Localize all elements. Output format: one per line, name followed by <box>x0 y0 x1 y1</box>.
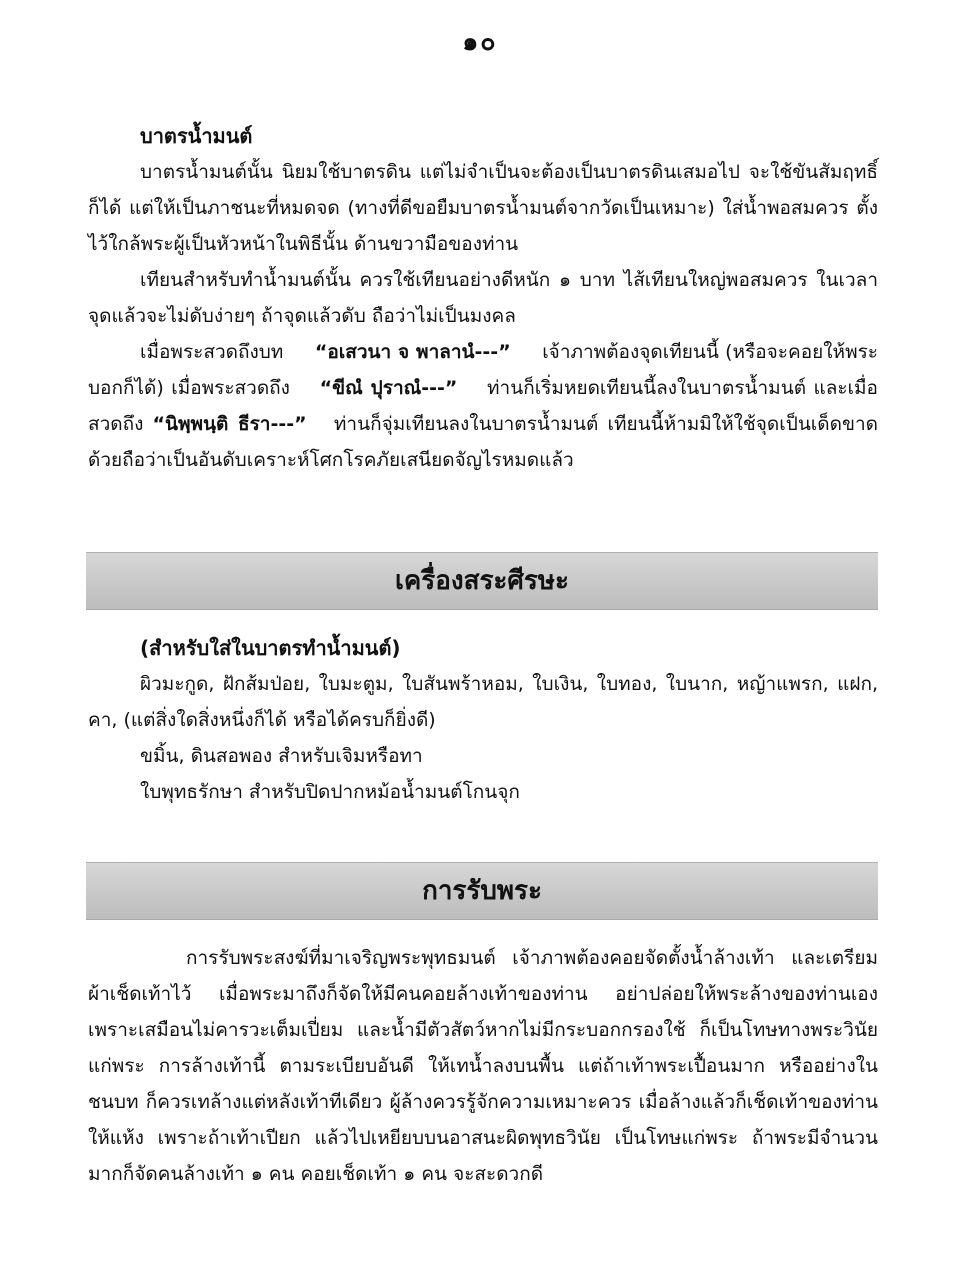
paragraph: การรับพระสงฆ์ที่มาเจริญพระพุทธมนต์ เจ้าภาพต้องคอยจัดตั้งน้ำล้างเท้า และเตรียมผ้าเช็ดเท้าไว้ เมื่อพระมาถึงก็จัดให้มีคนคอยล้างเท้าของท่าน อย่าปล่อยให้พระล้างของท่านเอง เพราะเสมือนไม่คารวะเต็มเปี่ยม และน้ำมีตัวสัตว์หากไม่มีกระบอกกรองใช้ ก็เป็นโทษทางพระวินัยแก่พระ การล้างเท้านี้ ตามระเบียบอันดี ให้เทน้ำลงบนพื้น แต่ถ้าเท้าพระเปื้อนมาก หรืออย่างในชนบท ก็ควรเทล้างแต่หลังเท้าทีเดียว ผู้ล้างควรรู้จักความเหมาะควร เมื่อล้างแล้วก็เช็ดเท้าของท่านให้แห้ง เพราะถ้าเท้าเปียก แล้วไปเหยียบบนอาสนะผิดพุทธวินัย เป็นโทษแก่พระ ถ้าพระมีจำนวนมากก็จัดคนล้างเท้า ๑ คน คอยเช็ดเท้า ๑ คน จะสะดวกดี <box>88 947 878 1185</box>
paragraph <box>88 334 878 478</box>
paragraph-text: ท่านก็จุ่มเทียนลงในบาตรน้ำมนต์ เทียนนี้ห้ามมิให้ใช้จุดเป็นเด็ดขาด ด้วยถือว่าเป็นอันดับเคราะห์โศกโรคภัยเสนียดจัญไรหมดแล้ว <box>88 413 878 471</box>
list-item: ใบพุทธรักษา สำหรับปิดปากหม้อน้ำมนต์โกนจุก <box>140 781 520 803</box>
section-holy-water-bowl <box>88 118 878 478</box>
banner-title: การรับพระ <box>422 876 542 906</box>
section-banner <box>86 552 878 610</box>
section-subheading: (สำหรับใส่ในบาตรทำน้ำมนต์) <box>140 636 401 660</box>
paragraph-text: ท่านก็เริ่มหยดเทียนนี้ลงในบาตรน้ำมนต์ และเมื่อสวดถึง <box>88 377 878 435</box>
paragraph-text: เมื่อพระสวดถึงบท <box>140 341 284 363</box>
chant-quote: “นิพฺพนฺติ ธีรา---” <box>152 413 307 435</box>
chant-quote: “ขีณํ ปุราณํ---” <box>319 377 458 399</box>
section-heading: บาตรน้ำมนต์ <box>140 124 253 148</box>
section-receiving-monks <box>88 940 878 1192</box>
banner-title: เครื่องสระศีรษะ <box>395 566 569 596</box>
paragraph-text: เจ้าภาพต้องจุดเทียนนี้ (หรือจะคอยให้พระบอกก็ได้) เมื่อพระสวดถึง <box>88 341 879 399</box>
section-banner <box>86 862 878 920</box>
paragraph: บาตรน้ำมนต์นั้น นิยมใช้บาตรดิน แต่ไม่จำเป็นจะต้องเป็นบาตรดินเสมอไป จะใช้ขันสัมฤทธิ์ก็ได้ แต่ให้เป็นภาชนะที่หมดจด (ทางที่ดีขอยืมบาตรน้ำมนต์จากวัดเป็นเหมาะ) ใส่น้ำพอสมควร ตั้งไว้ใกล้พระผู้เป็นหัวหน้าในพิธีนั้น ด้านขวามือของท่าน <box>88 161 878 255</box>
list-item: ขมิ้น, ดินสอพอง สำหรับเจิมหรือทา <box>140 745 423 767</box>
list-item: ผิวมะกูด, ฝักส้มป่อย, ใบมะตูม, ใบสันพร้าหอม, ใบเงิน, ใบทอง, ใบนาก, หญ้าแพรก, แฝก, คา, (แต่สิ่งใดสิ่งหนึ่งก็ได้ หรือได้ครบก็ยิ่งดี) <box>88 673 878 731</box>
paragraph: เทียนสำหรับทำน้ำมนต์นั้น ควรใช้เทียนอย่างดีหนัก ๑ บาท ไส้เทียนใหญ่พอสมควร ในเวลาจุดแล้วจะไม่ดับง่ายๆ ถ้าจุดแล้วดับ ถือว่าไม่เป็นมงคล <box>88 269 878 327</box>
chant-quote: “อเสวนา จ พาลานํ---” <box>314 341 511 363</box>
page-number: ๑๐ <box>462 27 498 56</box>
section-hair-wash-items <box>88 630 878 810</box>
